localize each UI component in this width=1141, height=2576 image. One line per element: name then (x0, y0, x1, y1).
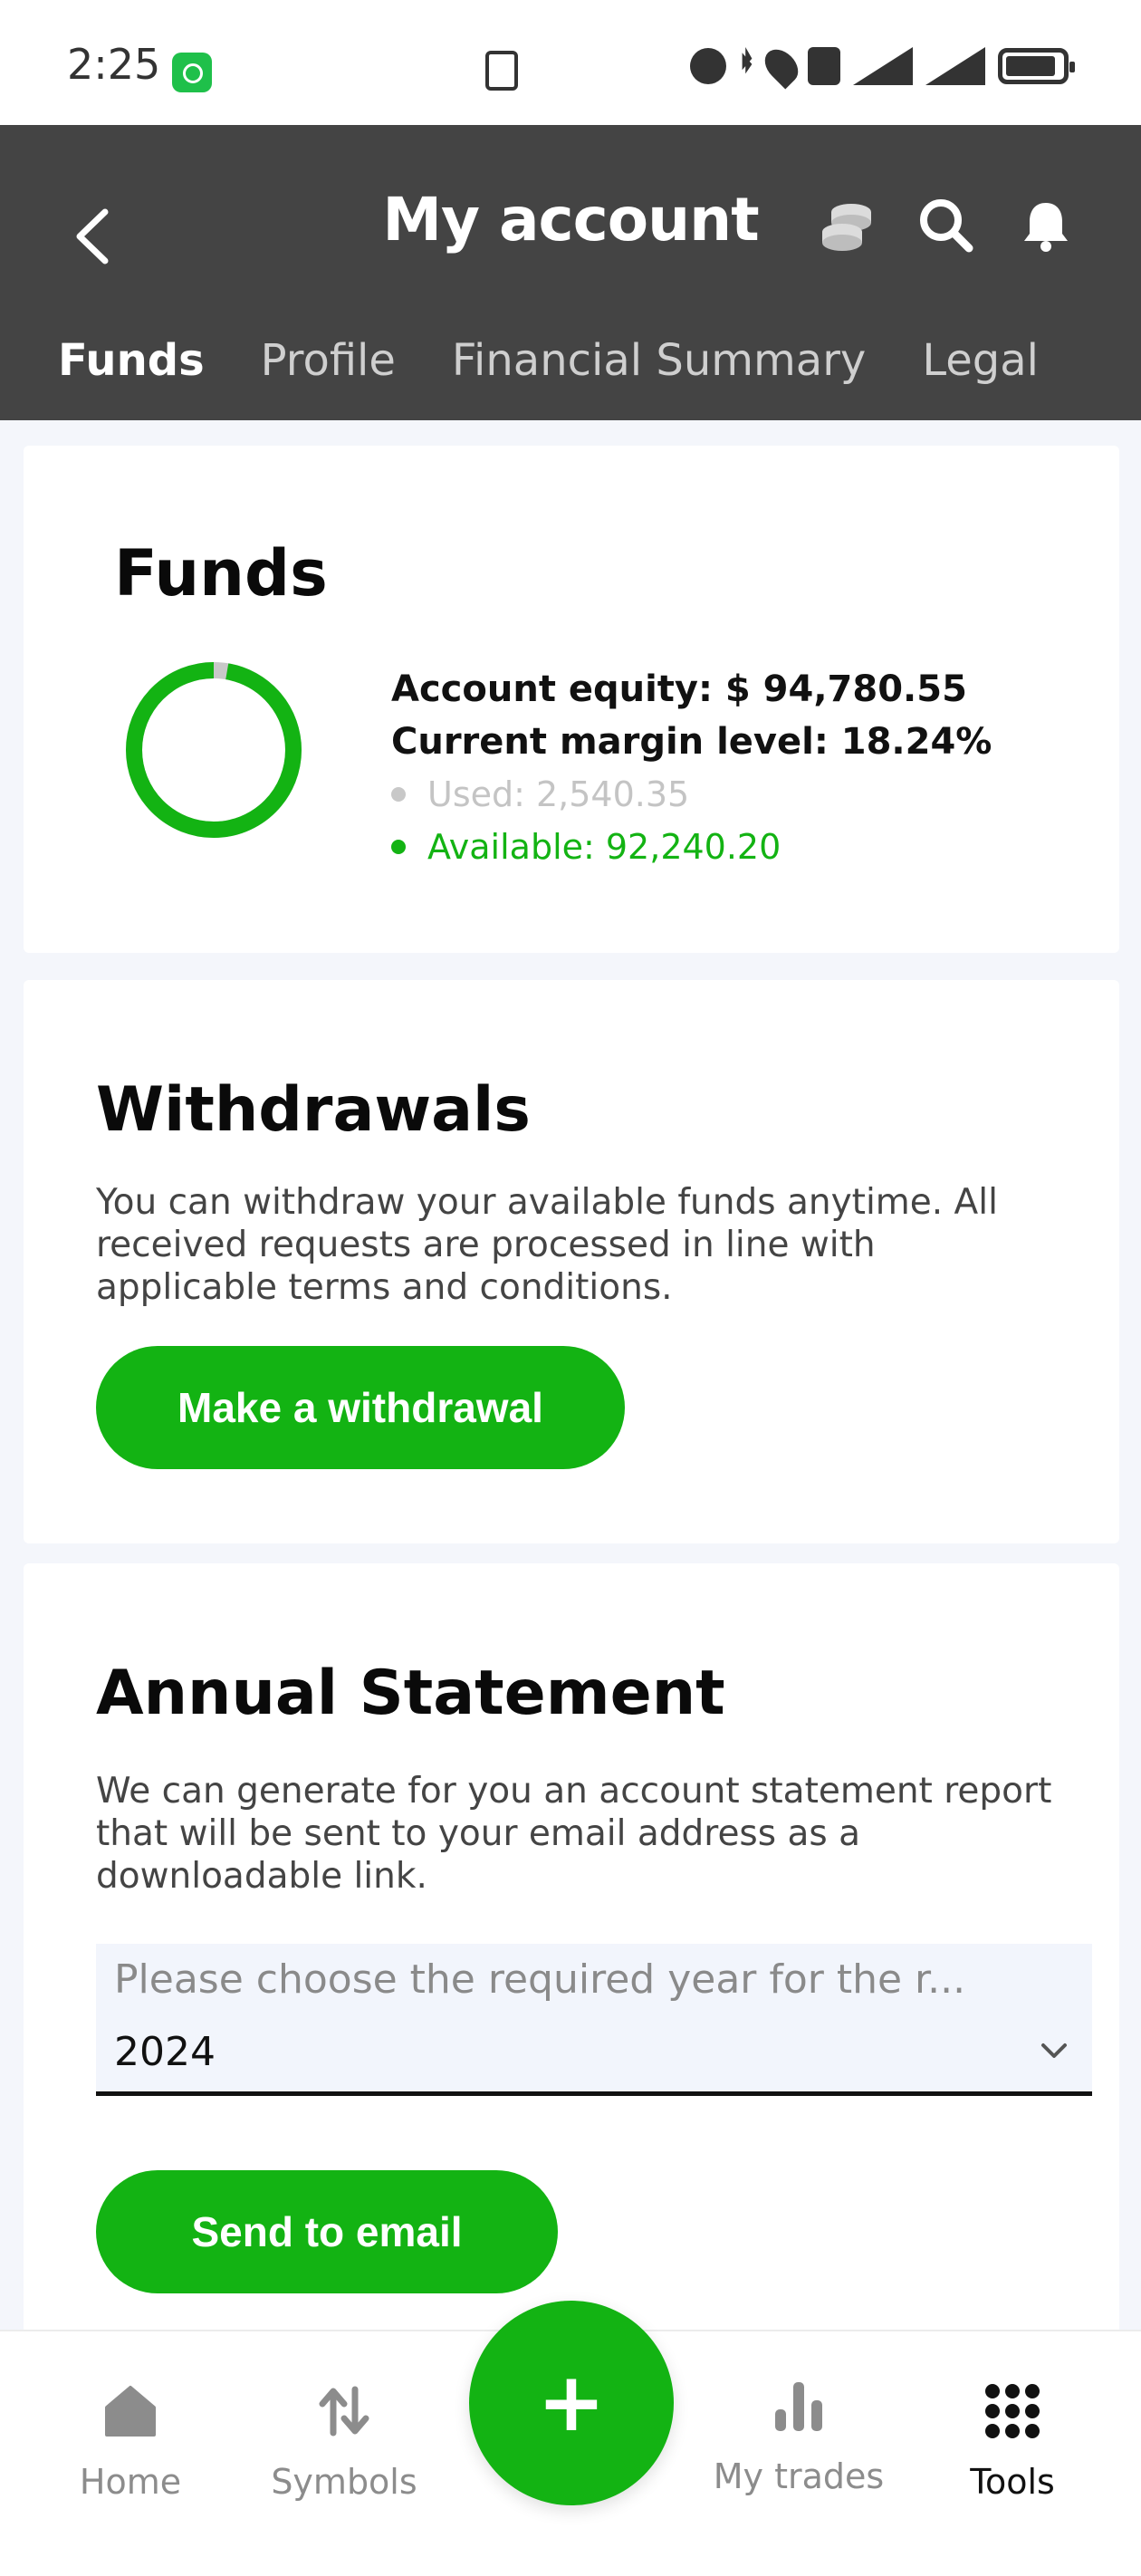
tab-funds[interactable]: Funds (58, 335, 205, 386)
bluetooth-icon (739, 47, 755, 85)
nav-home[interactable] (31, 2382, 230, 2502)
chevron-down-icon (1036, 2033, 1072, 2069)
nav-symbols[interactable] (244, 2382, 444, 2502)
tab-financial-summary[interactable]: Financial Summary (451, 335, 867, 386)
send-to-email-button[interactable]: Send to email (96, 2170, 558, 2293)
signal-4g-icon (853, 47, 913, 85)
legend-available (391, 821, 992, 873)
plus-icon: + (537, 2355, 606, 2450)
home-icon (101, 2382, 159, 2440)
search-icon[interactable] (915, 194, 978, 257)
status-icons (690, 47, 1069, 85)
year-select[interactable] (96, 1944, 1092, 2096)
app-notification-icon (172, 53, 212, 92)
alarm-icon (690, 48, 726, 84)
used-value: Used: 2,540.35 (427, 774, 690, 814)
funds-title: Funds (114, 536, 328, 610)
annual-statement-title: Annual Statement (96, 1658, 725, 1729)
grid-dots-icon (983, 2382, 1041, 2440)
used-dot-icon (391, 787, 406, 802)
nav-symbols-label: Symbols (271, 2462, 417, 2502)
signal-3g-icon (925, 47, 985, 85)
tab-profile[interactable]: Profile (260, 335, 396, 386)
header-actions (815, 194, 1078, 257)
swap-arrows-icon (315, 2382, 373, 2440)
tab-legal[interactable]: Legal (922, 335, 1039, 386)
funds-donut-chart (123, 659, 304, 841)
location-icon (759, 43, 805, 90)
nav-tools-label: Tools (970, 2462, 1055, 2502)
app-header (0, 125, 1141, 420)
account-tabs (58, 335, 1039, 386)
vibrate-icon (808, 47, 840, 85)
nfc-icon (485, 51, 518, 91)
funds-card (24, 446, 1119, 953)
status-time: 2:25 (67, 40, 161, 89)
year-select-label: Please choose the required year for the r... (114, 1956, 966, 2003)
status-bar (0, 0, 1141, 125)
coins-icon[interactable] (815, 194, 878, 257)
legend-used (391, 768, 992, 821)
nav-my-trades[interactable] (699, 2377, 898, 2496)
withdrawals-text: You can withdraw your available funds anytime. All received requests are processed in line with applicable terms and conditions. (96, 1182, 998, 1308)
nav-tools[interactable] (913, 2382, 1112, 2502)
donut-available-arc (134, 670, 293, 830)
nav-my-trades-label: My trades (713, 2456, 885, 2496)
bar-chart-icon (770, 2377, 828, 2435)
available-value: Available: 92,240.20 (427, 827, 781, 867)
battery-icon (998, 48, 1069, 84)
nav-home-label: Home (79, 2462, 182, 2502)
make-withdrawal-button[interactable]: Make a withdrawal (96, 1346, 625, 1469)
available-dot-icon (391, 840, 406, 854)
add-trade-fab[interactable] (469, 2301, 674, 2505)
bell-icon[interactable] (1014, 194, 1078, 257)
withdrawals-title: Withdrawals (96, 1074, 531, 1146)
account-equity: Account equity: $ 94,780.55 (391, 668, 967, 710)
annual-statement-card (24, 1563, 1119, 2379)
year-select-value: 2024 (114, 2029, 216, 2075)
page-title: My account (382, 185, 759, 255)
margin-level: Current margin level: 18.24% (391, 721, 992, 763)
funds-info (391, 663, 992, 873)
annual-statement-text: We can generate for you an account statement report that will be sent to your email address as a downloadable link. (96, 1771, 1052, 1897)
withdrawals-card (24, 980, 1119, 1543)
